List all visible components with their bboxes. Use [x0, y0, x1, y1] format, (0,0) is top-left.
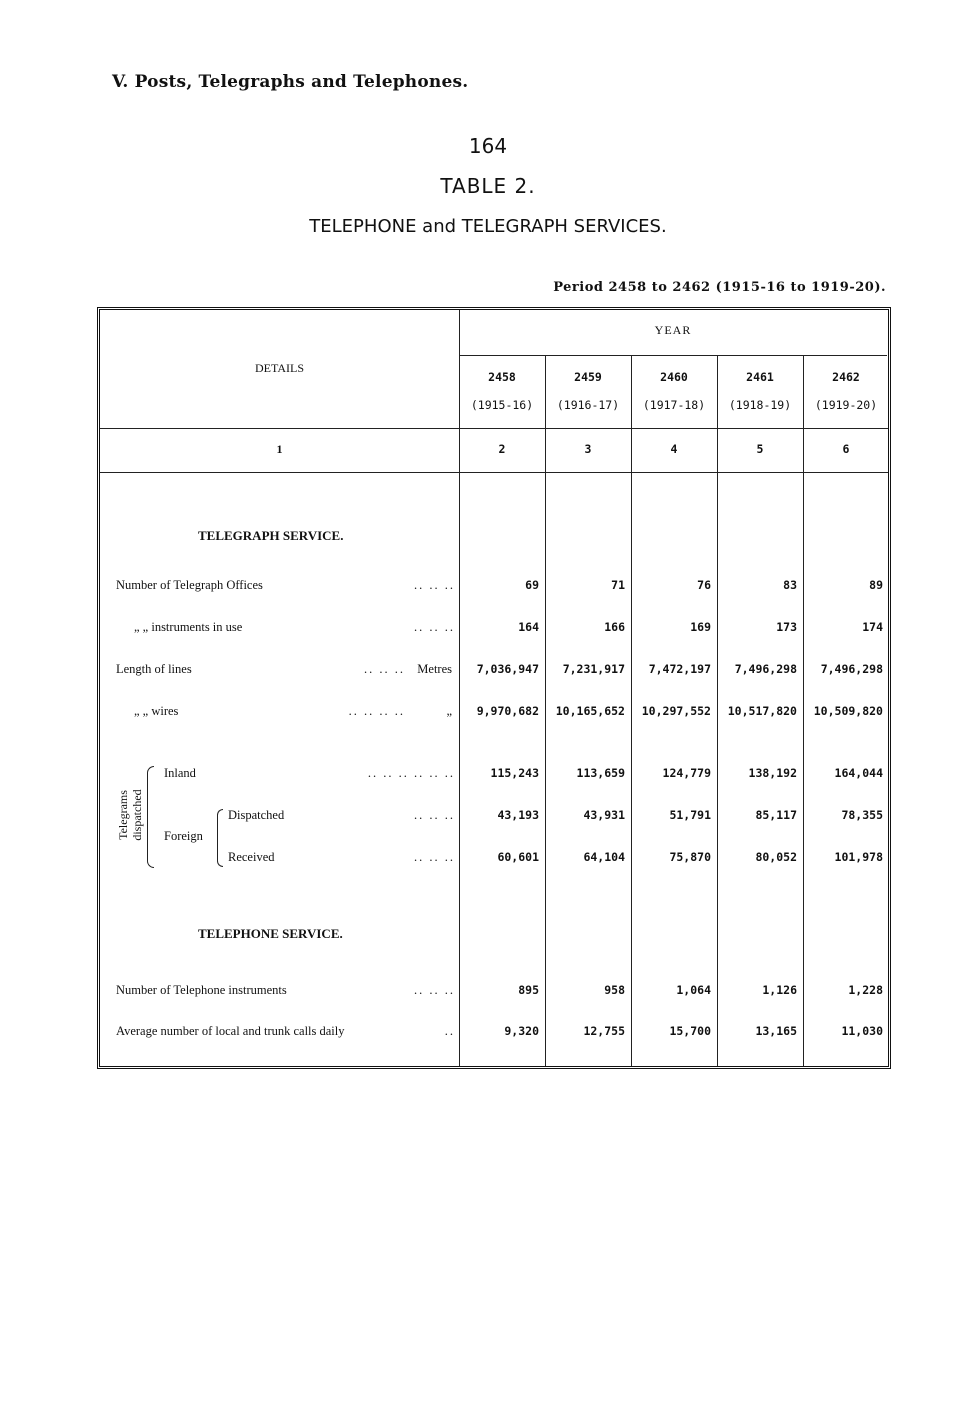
row-label: Received	[228, 850, 275, 864]
value-cell: 124,779	[662, 766, 711, 780]
col-number-rule	[100, 472, 888, 473]
row-label: Length of lines	[116, 662, 192, 676]
col-number: 2	[498, 442, 506, 456]
value-cell: 9,970,682	[476, 704, 539, 718]
value-cell: 895	[518, 983, 539, 997]
value-cell: 138,192	[748, 766, 797, 780]
col-number: 3	[584, 442, 592, 456]
value-cell: 113,659	[576, 766, 625, 780]
year-be: 2462	[832, 370, 860, 384]
header-rule	[100, 428, 888, 429]
telephone-service-heading: TELEPHONE SERVICE.	[198, 926, 343, 941]
value-cell: 1,064	[676, 983, 711, 997]
leader-dots: ..	[444, 1024, 455, 1038]
value-cell: 166	[604, 620, 625, 634]
value-cell: 9,320	[504, 1024, 539, 1038]
leader-dots: .. .. .. .. .. ..	[367, 766, 455, 780]
value-cell: 69	[525, 578, 539, 592]
details-header: DETAILS	[254, 361, 305, 375]
value-cell: 10,517,820	[727, 704, 797, 718]
group-brace	[147, 766, 154, 868]
row-label: Dispatched	[228, 808, 285, 822]
value-cell: 10,165,652	[555, 704, 625, 718]
leader-dots: .. .. ..	[414, 620, 455, 634]
value-cell: 76	[697, 578, 711, 592]
row-unit: „	[446, 704, 452, 718]
value-cell: 164,044	[834, 766, 883, 780]
value-cell: 71	[611, 578, 625, 592]
value-cell: 1,126	[762, 983, 797, 997]
col-number: 4	[670, 442, 678, 456]
value-cell: 43,193	[497, 808, 539, 822]
row-label: Average number of local and trunk calls daily	[116, 1024, 345, 1038]
year-header: YEAR	[654, 323, 692, 337]
year-ce: (1915-16)	[470, 398, 534, 412]
leader-dots: .. .. ..	[414, 808, 455, 822]
page-number: 164	[468, 134, 508, 158]
col-number: 5	[756, 442, 764, 456]
year-ce: (1916-17)	[556, 398, 620, 412]
value-cell: 7,036,947	[476, 662, 539, 676]
value-cell: 64,104	[583, 850, 625, 864]
row-label: „ „ wires	[134, 704, 179, 718]
table-number: TABLE 2.	[440, 174, 536, 198]
leader-dots: .. .. ..	[414, 983, 455, 997]
telegraph-service-heading: TELEGRAPH SERVICE.	[198, 528, 344, 543]
value-cell: 7,496,298	[820, 662, 883, 676]
value-cell: 85,117	[755, 808, 797, 822]
leader-dots: .. .. .. ..	[348, 704, 405, 718]
value-cell: 173	[776, 620, 797, 634]
group-label-telegrams: Telegrams	[116, 790, 130, 840]
row-label: Inland	[164, 766, 196, 780]
col-divider-details	[459, 310, 460, 1066]
year-be: 2458	[488, 370, 516, 384]
year-header-rule	[459, 355, 887, 356]
value-cell: 60,601	[497, 850, 539, 864]
value-cell: 169	[690, 620, 711, 634]
value-cell: 78,355	[841, 808, 883, 822]
value-cell: 13,165	[755, 1024, 797, 1038]
col-number: 6	[842, 442, 850, 456]
leader-dots: .. .. ..	[364, 662, 405, 676]
value-cell: 7,496,298	[734, 662, 797, 676]
value-cell: 51,791	[669, 808, 711, 822]
value-cell: 7,231,917	[562, 662, 625, 676]
section-heading: V. Posts, Telegraphs and Telephones.	[112, 72, 469, 92]
year-be: 2460	[660, 370, 688, 384]
period-caption: Period 2458 to 2462 (1915-16 to 1919-20).	[553, 280, 886, 295]
value-cell: 7,472,197	[648, 662, 711, 676]
table-title: TELEPHONE and TELEGRAPH SERVICES.	[309, 216, 667, 237]
group-label-dispatched: dispatched	[130, 789, 144, 841]
value-cell: 12,755	[583, 1024, 625, 1038]
value-cell: 75,870	[669, 850, 711, 864]
data-table	[97, 307, 891, 1069]
value-cell: 115,243	[490, 766, 539, 780]
value-cell: 101,978	[834, 850, 883, 864]
value-cell: 10,509,820	[813, 704, 883, 718]
foreign-label: Foreign	[164, 829, 203, 843]
value-cell: 80,052	[755, 850, 797, 864]
year-be: 2461	[746, 370, 774, 384]
col-number: 1	[276, 442, 283, 456]
leader-dots: .. .. ..	[414, 850, 455, 864]
year-ce: (1918-19)	[728, 398, 792, 412]
value-cell: 83	[783, 578, 797, 592]
foreign-brace	[217, 809, 223, 867]
row-label: „ „ instruments in use	[134, 620, 243, 634]
value-cell: 174	[862, 620, 883, 634]
value-cell: 43,931	[583, 808, 625, 822]
year-be: 2459	[574, 370, 602, 384]
value-cell: 164	[518, 620, 539, 634]
leader-dots: .. .. ..	[414, 578, 455, 592]
value-cell: 15,700	[669, 1024, 711, 1038]
value-cell: 1,228	[848, 983, 883, 997]
value-cell: 89	[869, 578, 883, 592]
value-cell: 10,297,552	[641, 704, 711, 718]
row-label: Number of Telephone instruments	[116, 983, 287, 997]
year-ce: (1919-20)	[814, 398, 878, 412]
year-ce: (1917-18)	[642, 398, 706, 412]
row-unit: Metres	[417, 662, 452, 676]
row-label: Number of Telegraph Offices	[116, 578, 263, 592]
value-cell: 958	[604, 983, 625, 997]
value-cell: 11,030	[841, 1024, 883, 1038]
